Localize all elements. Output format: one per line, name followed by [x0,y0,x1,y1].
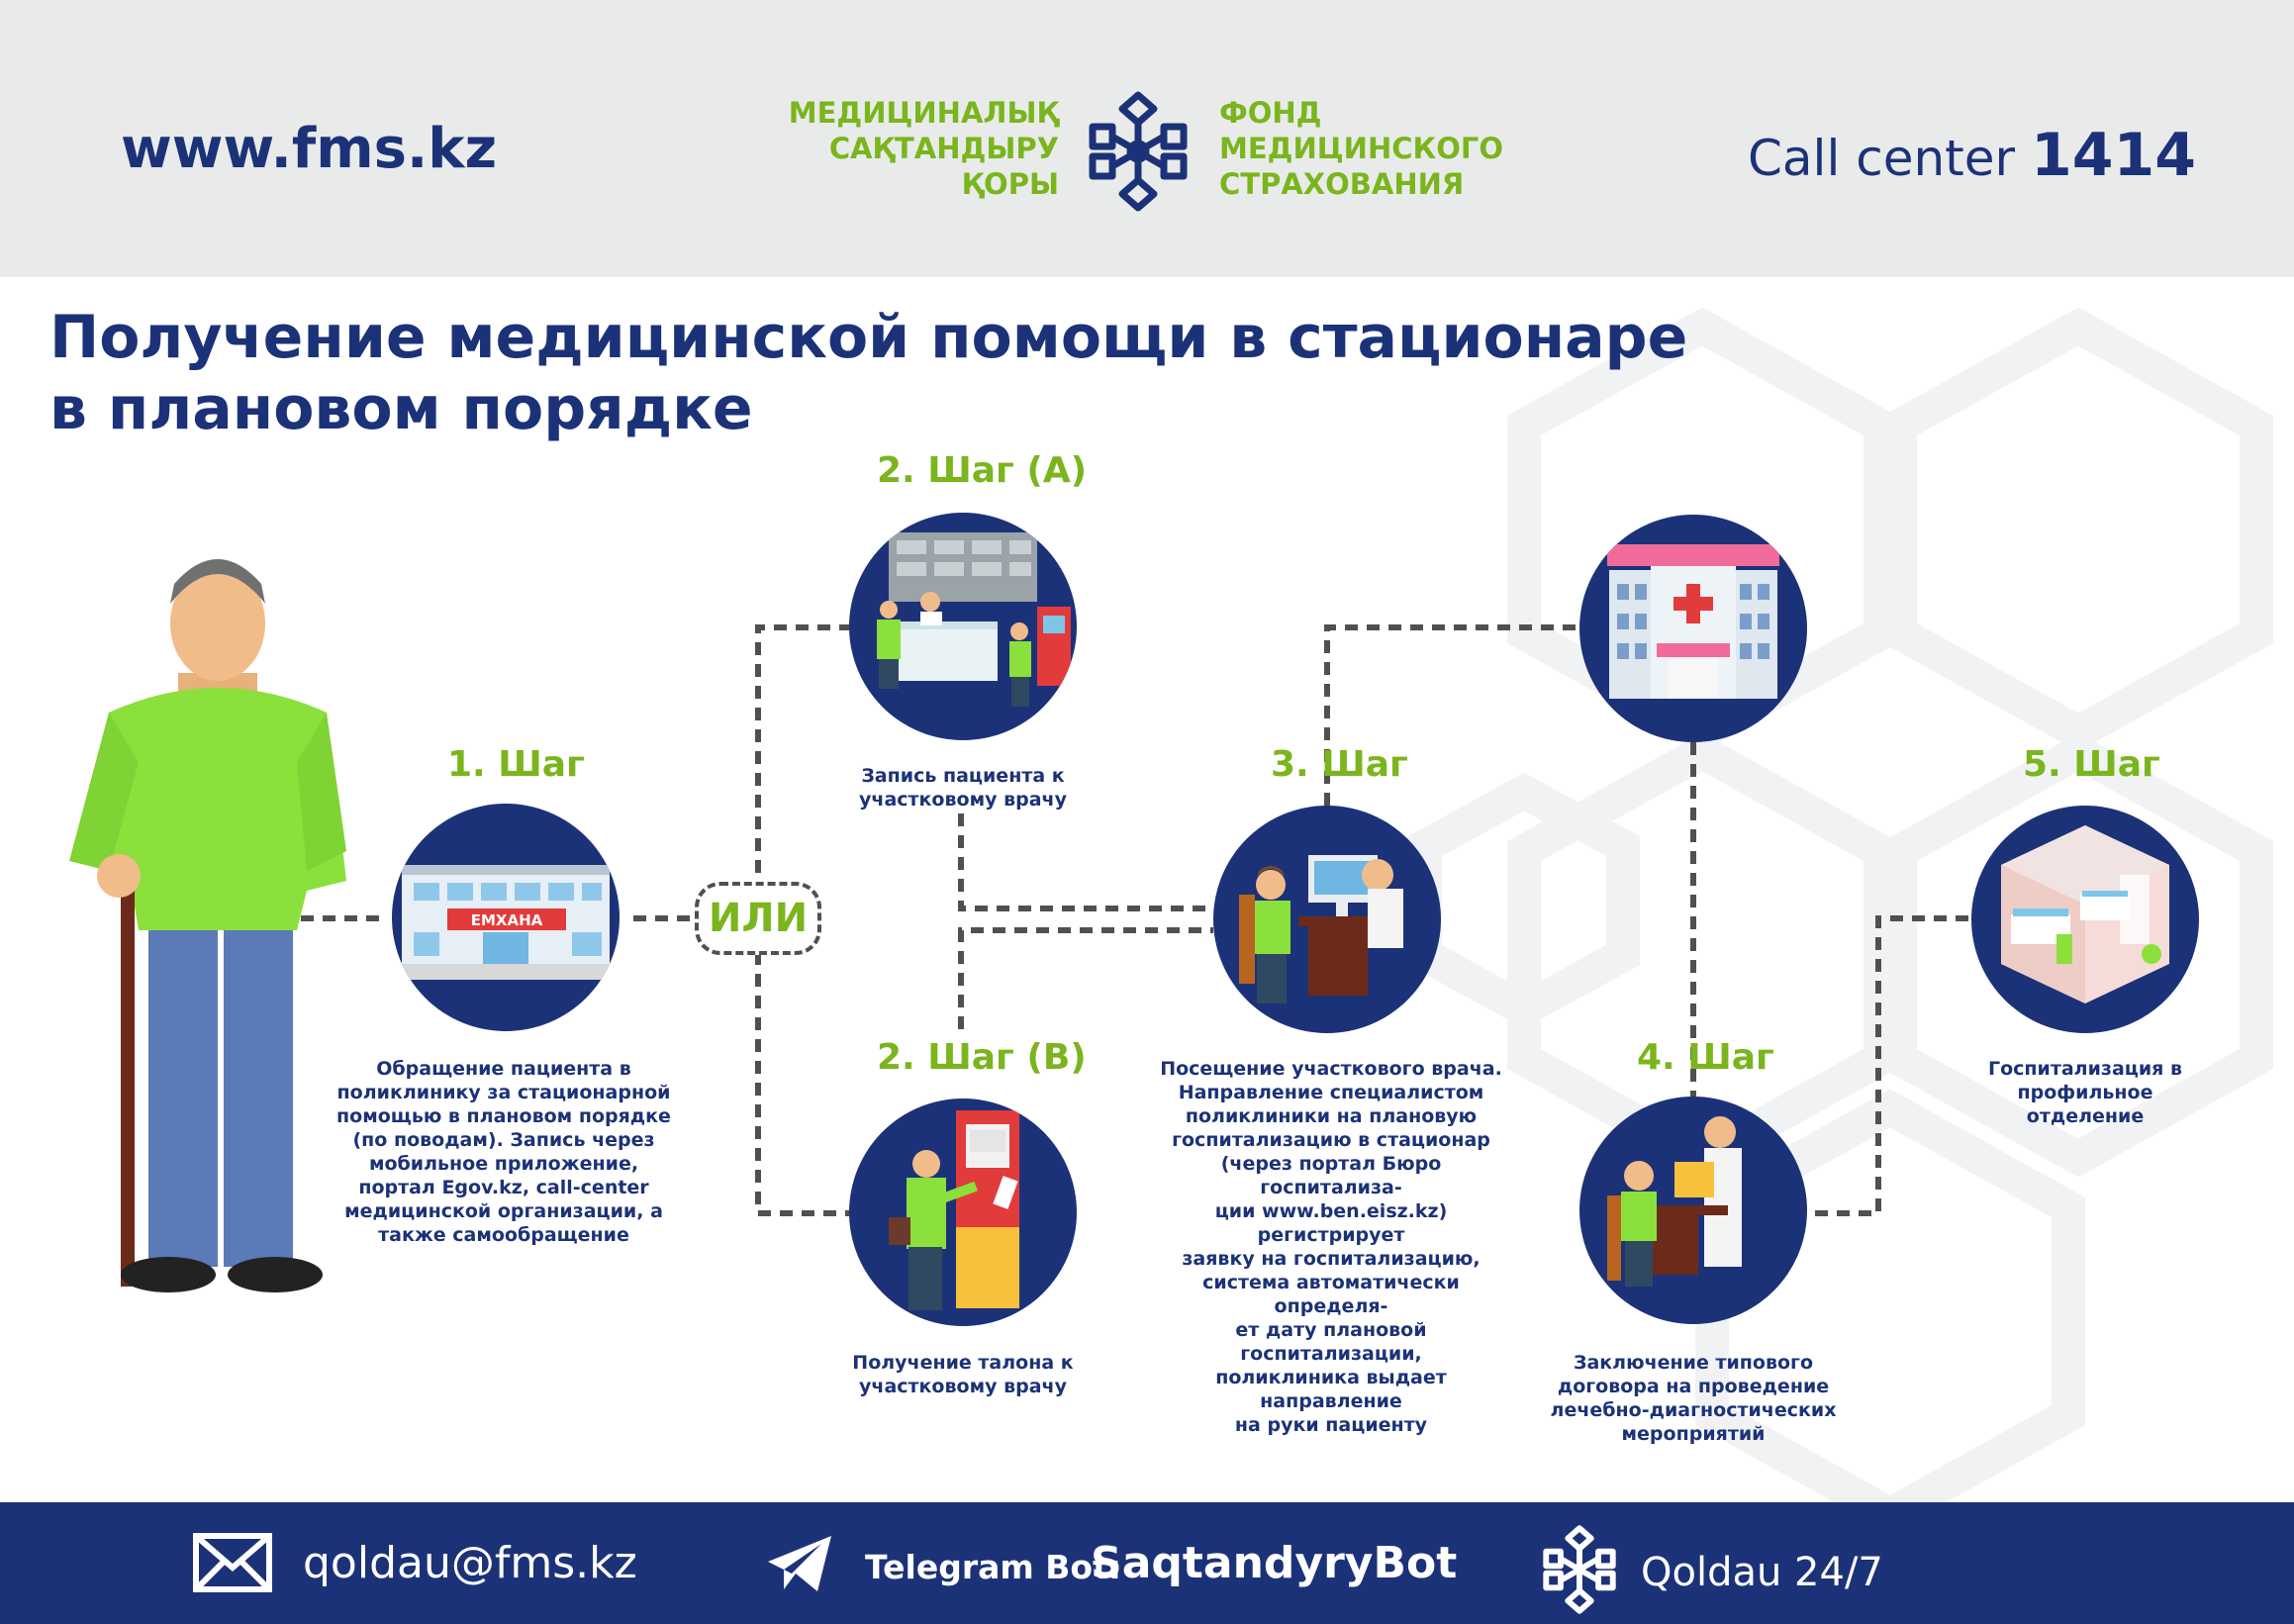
connector-step2b-step3 [961,930,1213,1029]
hospital-circle [1579,515,1807,742]
contract-doctor-icon [1579,1097,1807,1324]
step5-label: 5. Шаг [2023,744,2160,785]
step1-line: Обращение пациента в [376,1058,631,1080]
connector-or-step2b [758,952,849,1213]
mail-icon [192,1532,273,1593]
call-center-label: Call center [1748,130,2016,187]
step2a-circle [849,513,1077,740]
step5-line: профильное [2017,1082,2153,1103]
step4-circle [1579,1097,1807,1324]
step1-circle [392,804,620,1031]
man-with-cane-icon [49,534,356,1296]
step5-description [1971,1057,2199,1128]
step1-label: 1. Шаг [447,744,585,785]
step4-line: договора на проведение [1557,1376,1830,1397]
footer-email[interactable]: qoldau@fms.kz [303,1538,637,1588]
step3-line: поликлиника выдает направление [1215,1367,1447,1412]
step3-line: на руки пациенту [1234,1414,1428,1436]
step2b-line: Получение талона к [852,1352,1074,1374]
step4-label: 4. Шаг [1637,1037,1774,1078]
step3-line: ет дату плановой госпитализации, [1235,1319,1427,1365]
step3-line: ции www.ben.eisz.kz) регистрирует [1214,1200,1448,1246]
step3-line: госпитализацию в стационар [1172,1129,1490,1151]
page-title-line1: Получение медицинской помощи в стационаре [49,303,1688,372]
hospital-building-icon [1579,515,1807,742]
step1-line: поликлинику за стационарной [336,1082,671,1103]
logo-kz-line2: САҚТАНДЫРУ [828,132,1059,165]
step5-line: Госпитализация в [1987,1058,2183,1080]
telegram-icon [766,1534,833,1593]
step2b-circle [849,1099,1077,1326]
logo-ru-line3: СТРАХОВАНИЯ [1219,167,1465,201]
doctor-visit-icon [1213,806,1441,1033]
step4-line: лечебно-диагностических [1550,1399,1837,1421]
logo-kz-line1: МЕДИЦИНАЛЫҚ [788,96,1059,130]
reception-desk-icon [849,513,1077,740]
step2b-line: участковому врачу [859,1376,1067,1397]
step3-line: заявку на госпитализацию, [1182,1248,1481,1270]
step5-line: отделение [2026,1105,2145,1127]
step3-label: 3. Шаг [1271,744,1408,785]
step1-description [331,1057,677,1247]
clinic-sign: ЕМХАНА [470,911,543,929]
step3-line: (через портал Бюро госпитализа- [1220,1153,1442,1198]
logo-ru-line2: МЕДИЦИНСКОГО [1219,132,1503,165]
site-url[interactable]: www.fms.kz [121,117,498,181]
step3-line: Посещение участкового врача. [1160,1058,1502,1080]
or-badge: ИЛИ [695,882,821,955]
step5-circle [1971,806,2199,1033]
logo-kz-line3: ҚОРЫ [961,167,1059,201]
qoldau-logo-icon [1536,1522,1623,1617]
step2a-description [849,764,1077,812]
step4-line: мероприятий [1621,1423,1766,1445]
step2a-label: 2. Шаг (А) [877,450,1088,491]
logo-ru-line1: ФОНД [1219,96,1322,130]
step1-line: медицинской организации, а [344,1200,663,1222]
step2b-label: 2. Шаг (В) [877,1037,1087,1078]
page-title-line2: в плановом порядке [49,374,753,443]
step2b-description [849,1351,1077,1398]
step1-line: также самообращение [378,1224,629,1246]
footer-bar [0,1502,2294,1624]
footer-telegram-label: Telegram Bot: [865,1548,1122,1586]
step4-line: Заключение типового [1573,1352,1814,1374]
footer-telegram-bot[interactable]: SaqtandyryBot [1091,1538,1458,1588]
step3-line: поликлиники на плановую [1185,1105,1478,1127]
step4-description [1540,1351,1847,1446]
step1-line: портал Egov.kz, call-center [358,1177,649,1198]
call-center-number[interactable]: 1414 [2031,121,2196,190]
connector-step4-step5 [1815,918,1971,1213]
connector-or-step2a [758,627,849,918]
step3-line: Направление специалистом [1178,1082,1484,1103]
step3-circle [1213,806,1441,1033]
connector-step2a-step3 [961,813,1213,908]
step3-line: система автоматически определя- [1202,1272,1460,1317]
step2a-line: участковому врачу [859,789,1067,811]
step1-line: помощью в плановом порядке [336,1105,671,1127]
step1-line: (по поводам). Запись через [352,1129,655,1151]
step3-description [1158,1057,1504,1437]
cane [121,871,135,1287]
step2a-line: Запись пациента к [861,765,1065,787]
hospital-ward-icon [1971,806,2199,1033]
ticket-kiosk-icon [849,1099,1077,1326]
footer-qoldau[interactable]: Qoldau 24/7 [1641,1550,1883,1595]
step1-line: мобильное приложение, [368,1153,639,1175]
footer-qoldau-panel [1502,1502,2294,1624]
